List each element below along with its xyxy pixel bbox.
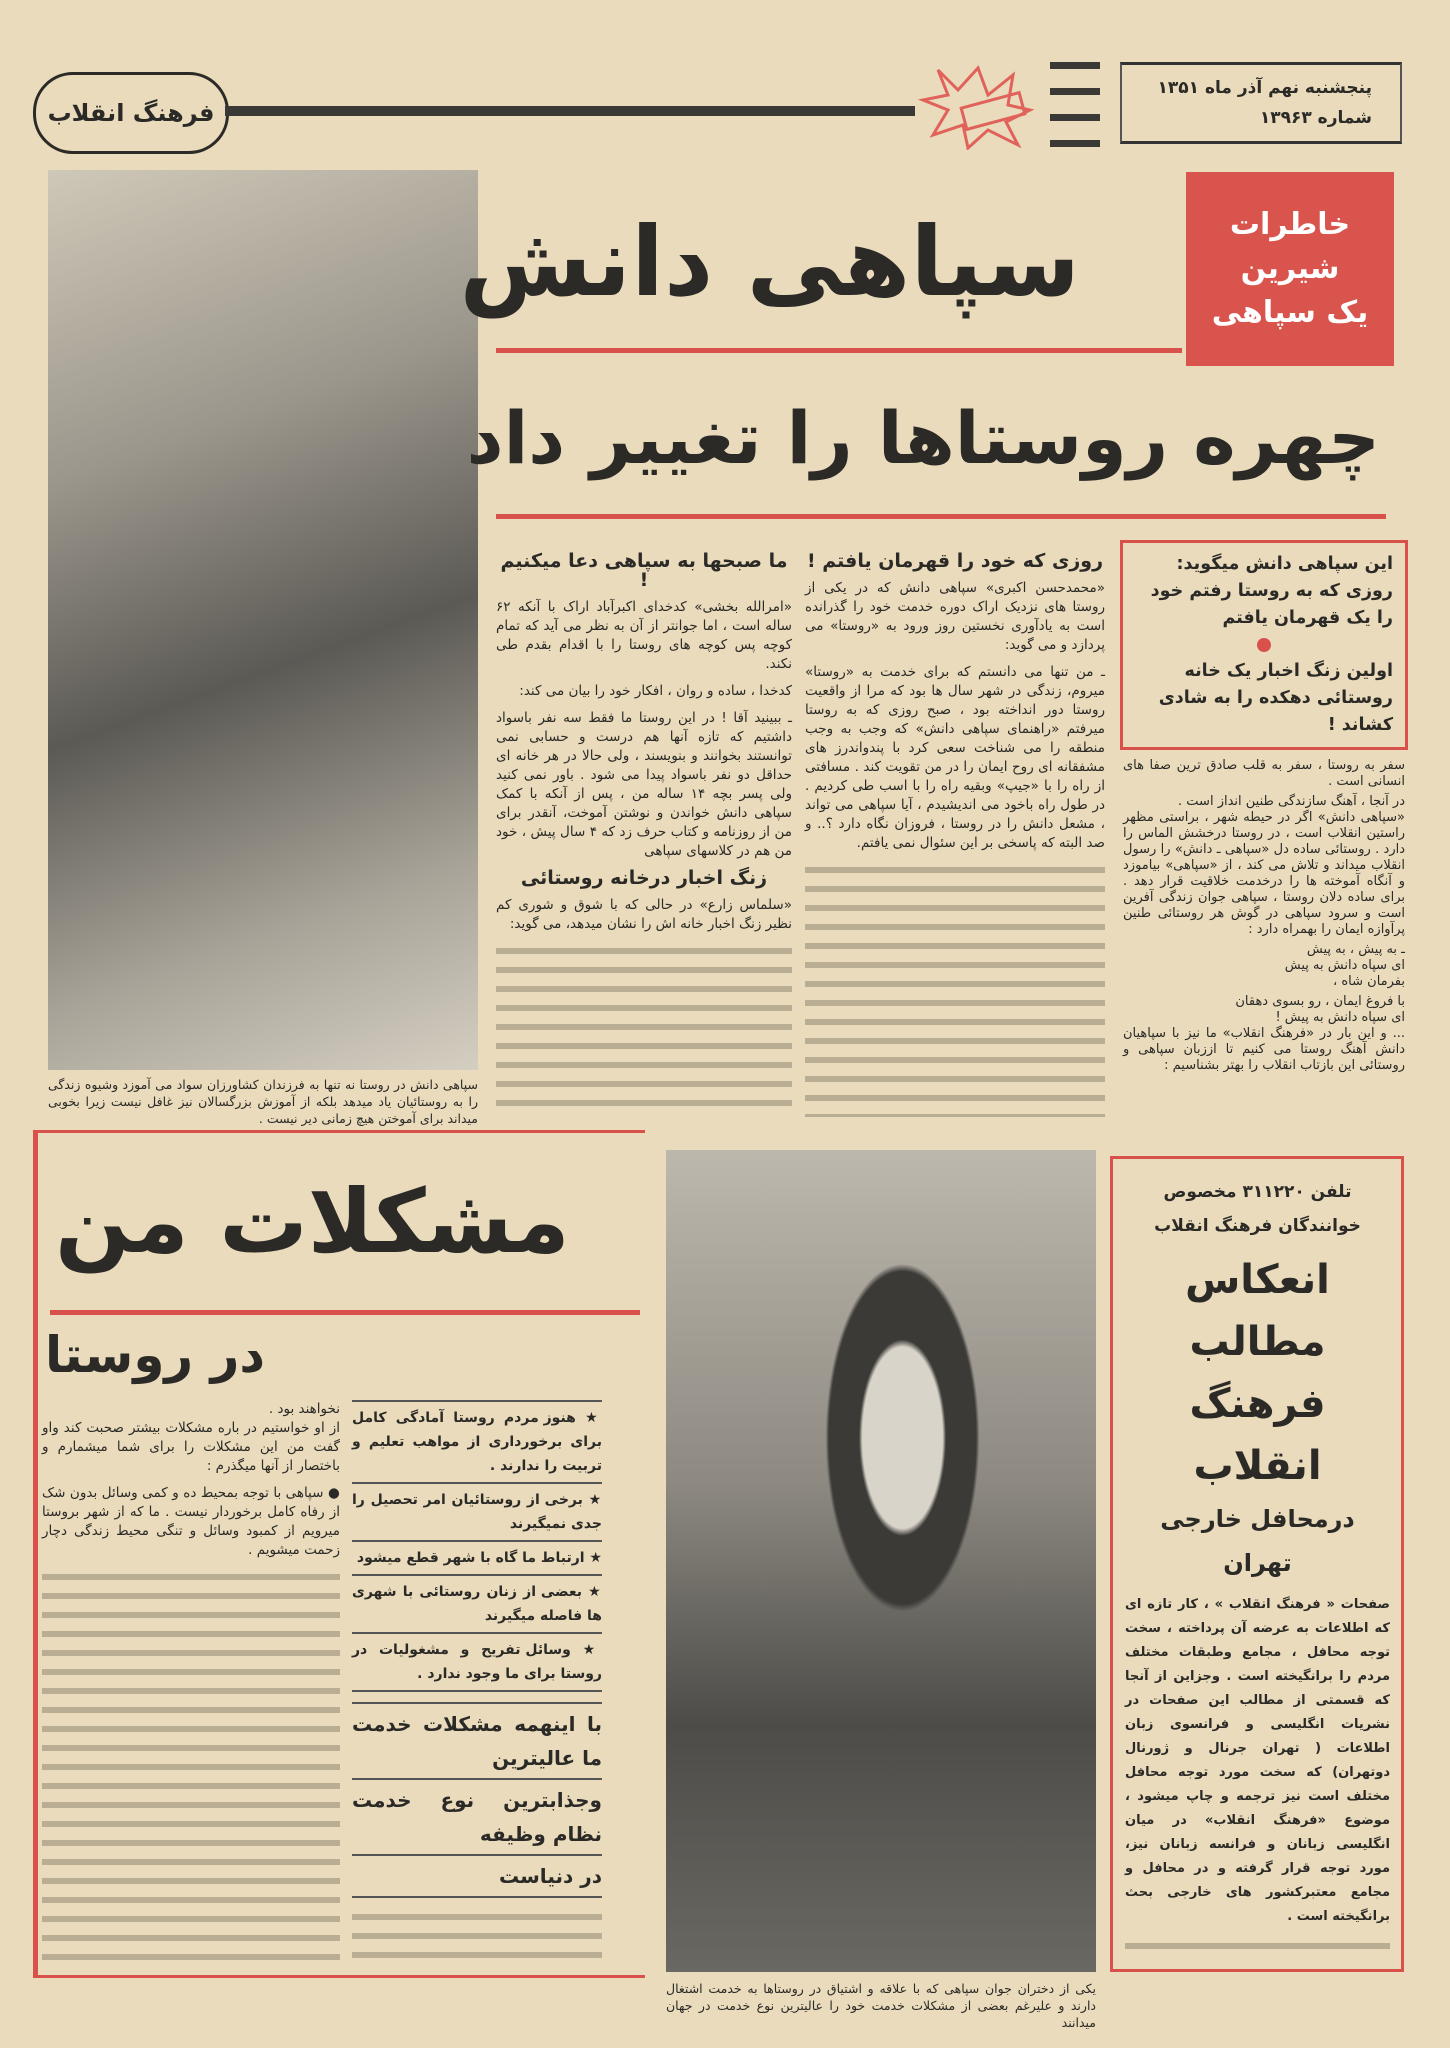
- reflection-headline: فرهنگ انقلاب: [1189, 1381, 1326, 1489]
- pull-quote-line: در دنیاست: [352, 1854, 602, 1898]
- paragraph: ... و این بار در «فرهنگ انقلاب» ما نیز با سپاهیان دانش آهنگ روستا می کنیم تا اززبان سپاهی و روستائی این بازتاب انقلاب را بهتر بشناسیم :: [1123, 1026, 1405, 1073]
- paragraph-text: سپاهی با توجه بمحیط ده و کمی وسائل بدون شک از رفاه کامل برخوردار نیست . ما که از شهر بروستا میرویم از کمبود وسائل و تنگی محیط زندگی دچار زحمت میشویم .: [42, 1485, 340, 1558]
- highlight-2: اولین زنگ اخبار یک خانه روستائی دهکده را به شادی کشاند !: [1158, 661, 1393, 735]
- issue-number: شماره ۱۳۹۶۳: [1259, 108, 1372, 128]
- headline-2: چهره روستاها را تغییر داد: [466, 396, 1380, 480]
- article-column-right: [805, 552, 1105, 1117]
- red-rule: [496, 348, 1182, 353]
- poem-line: ای سپاه دانش به پیش !: [1275, 1010, 1405, 1025]
- column-subtitle: زنگ اخبار درخانه روستائی: [520, 867, 768, 889]
- problems-column: [42, 1400, 340, 1965]
- paragraph: در آنجا ، آهنگ سازندگی طنین انداز است .: [1178, 794, 1405, 809]
- paragraph: صفحات « فرهنگ انقلاب » ، کار تازه ای که اطلاعات به عرضه آن پرداخته ، سخت توجه محافل ، مجامع وطبقات مختلف مردم را برانگیخته است . وجزاین از آنجا که قسمتی از مطالب این صفحات در نشریات انگلیسی و فرانسوی زبان اطلاعات ( تهران جرنال و ژورنال دوتهران) که سخت مورد توجه محافل مختلف است نیز ترجمه و چاپ میشود ، موضوع «فرهنگ انقلاب» در میان انگلیسی زبانان و فرانسه زبانان نیز، مورد توجه قرار گرفته و در محافل و مجامع معتبرکشور های خارجی بحث برانگیخته است .: [1125, 1597, 1390, 1924]
- poem-line: بفرمان شاه ،: [1333, 974, 1405, 989]
- paragraph: از او خواستیم در باره مشکلات بیشتر صحبت کند واو گفت من این مشکلات را برای شما میشمارم و باختصار از آنها میگذرم :: [42, 1420, 340, 1474]
- right-column: [1120, 540, 1408, 1074]
- issue-date: پنجشنبه نهم آذر ماه ۱۳۵۱: [1157, 78, 1372, 98]
- photo-caption: یکی از دختران جوان سپاهی که با علاقه و اشتیاق در روستاها به خدمت اشتغال دارند و علیرغم بعضی از مشکلات خدمت خود را عالیترین نوع خدمت در جهان میدانند: [666, 1981, 1096, 2030]
- paragraph: سفر به روستا ، سفر به قلب صادق ترین صفا های انسانی است .: [1123, 758, 1405, 789]
- paragraph: ـ ببینید آقا ! در این روستا ما فقط سه نفر باسواد داشتیم که تازه آنها هم درست و حسابی نمی توانستند بخوانند و بنویسند ، ولی حالا در هر خانه ای حداقل دو نفر باسواد پیدا می شود . باور نمی کنید ولی پسر بچه ۱۴ ساله من ، پس از آنکه با کمک سپاهی دانش خواندن و نوشتن آموخت، آنقدر برای من از روزنامه و کتاب حرف زد که ۴ سال پیش ، خود من هم در کلاسهای سپاهی: [496, 710, 792, 859]
- list-item-text: هنوز مردم روستا آمادگی کامل برای برخورداری از مواهب تعلیم و تربیت را ندارند .: [352, 1410, 602, 1474]
- photo-caption: سپاهی دانش در روستا نه تنها به فرزندان کشاورزان سواد می آموزد وشیوه زندگی را به روستائیان یاد میدهد بلکه از آموزش بزرگسالان نیز غافل نیست زیرا بخوبی میداند برای آموختن هیچ زمانی دیر نیست .: [48, 1077, 478, 1126]
- list-item-text: وسائل تفریح و مشغولیات در روستا برای ما وجود ندارد .: [352, 1642, 602, 1682]
- headline: سپاهی دانش: [459, 206, 1080, 318]
- list-item: ★ وسائل تفریح و مشغولیات در روستا برای ما وجود ندارد .: [352, 1632, 602, 1692]
- reflection-content: [1125, 1175, 1390, 1960]
- red-rule: [496, 514, 1386, 519]
- bullet-dot-icon: [1257, 638, 1271, 652]
- list-item-text: بعضی از زنان روستائی با شهری ها فاصله میگیرند: [352, 1584, 602, 1624]
- masthead-bars: [1050, 62, 1100, 147]
- poem-line: ـ به پیش ، به پیش: [1306, 942, 1405, 957]
- date-box: [1120, 62, 1402, 144]
- problems-right-column: [352, 1400, 602, 1965]
- column-title: ما صبحها به سپاهی دعا میکنیم !: [500, 550, 788, 591]
- readers-line: خوانندگان فرهنگ انقلاب: [1154, 1216, 1361, 1236]
- paragraph: کدخدا ، ساده و روان ، افکار خود را بیان می کند:: [519, 683, 792, 699]
- pull-quote-line: با اینهمه مشکلات خدمت ما عالیترین: [352, 1702, 602, 1778]
- photo-teacher-and-villager: [48, 170, 478, 1070]
- list-item: ★ هنوز مردم روستا آمادگی کامل برای برخورداری از مواهب تعلیم و تربیت را ندارند .: [352, 1400, 602, 1482]
- paragraph: «امرالله بخشی» کدخدای اکبرآباد اراک با آنکه ۶۲ ساله است ، اما جوانتر از آن به نظر می آید که تمام کوچه پس کوچه های روستا را با اقدام بقدم طی نکند.: [496, 599, 792, 672]
- kicker-box: [1186, 172, 1394, 366]
- text-lines: [1125, 1937, 1390, 1960]
- paragraph: «سپاهی دانش» اگر در حیطه شهر ، براستی مظهر راستین انقلاب است ، در روستا درخشش الماس را دارد . روستائی ساده دل «سپاهی ـ دانش» را رسول انقلاب میداند و تلاش می کند ، از «سپاهی» بیاموزد و آنگاه آموخته ها را درخدمت خلاقیت قرار دهد . برای ساده دلان روستا ، سپاهی جوان زندگی آفرین است و سرود سپاهی در گوش هر روستائی طنین پرآوازه ایمان را بهمراه دارد :: [1123, 810, 1405, 937]
- highlight-1: این سپاهی دانش میگوید: روزی که به روستا رفتم خود را یک قهرمان یافتم: [1150, 554, 1393, 628]
- article-column-left: [496, 552, 792, 1117]
- photo-woman-soldier: [666, 1150, 1096, 1972]
- problems-list: [352, 1400, 602, 1692]
- masthead-rule: [225, 106, 915, 116]
- reflection-headline: انعکاس مطالب: [1185, 1257, 1330, 1365]
- paragraph: نخواهند بود .: [268, 1401, 340, 1417]
- pull-quote-line: وجذابترین نوع خدمت نظام وظیفه: [352, 1778, 602, 1854]
- reflection-header: [1125, 1175, 1390, 1593]
- list-item-text: ارتباط ما گاه با شهر قطع میشود: [356, 1550, 585, 1566]
- text-lines: [352, 1908, 602, 1965]
- paragraph: «سلماس زارع» در حالی که با شوق و شوری کم نظیر زنگ اخبار خانه اش را نشان میدهد، می گوید:: [496, 897, 792, 932]
- list-item-text: برخی از روستائیان امر تحصیل را جدی نمیگیرند: [352, 1492, 602, 1532]
- list-item: ★ ارتباط ما گاه با شهر قطع میشود: [352, 1540, 602, 1574]
- kicker-line: شیرین: [1240, 251, 1340, 286]
- text-lines: [805, 861, 1105, 1117]
- newspaper-logo: [918, 60, 1038, 150]
- red-rule: [50, 1310, 640, 1315]
- paragraph: ● سپاهی با توجه بمحیط ده و کمی وسائل بدون شک از رفاه کامل برخوردار نیست . ما که از شهر بروستا میرویم از کمبود وسائل و تنگی محیط زندگی دچار زحمت میشویم .: [42, 1485, 341, 1558]
- phone-line: تلفن ۳۱۱۲۲۰ مخصوص: [1163, 1182, 1352, 1202]
- problems-subhead: در روستا: [45, 1326, 266, 1384]
- list-item: ★ برخی از روستائیان امر تحصیل را جدی نمیگیرند: [352, 1482, 602, 1540]
- text-lines: [496, 942, 792, 1117]
- intro-column: [1120, 758, 1408, 1074]
- text-lines: [42, 1568, 340, 1965]
- problems-headline: مشکلات من: [55, 1170, 570, 1273]
- highlight-box: [1120, 540, 1408, 750]
- pull-quote: [352, 1702, 602, 1898]
- paragraph: ـ من تنها می دانستم که برای خدمت به «روستا» میروم، زندگی در شهر سال ها بود که مرا از واقعیت روستا دور انداخته بود ، صبح روزی که به روستا میرفتم «راهنمای سپاهی دانش» که وجب به وجب منطقه را می شناخت سعی کرد با پندواندرز های مشفقانه ای روح ایمان را در من تقویت کند . مسافتی از راه را با «جیپ» وبقیه راه را با اسب طی کردیم . در طول راه باخود می اندیشیدم ، آیا سپاهی می تواند ، مشعل دانش را در روستا ، فروزان نگاه دارد ؟.. و صد البته که پاسخی بر این سئوال نمی یافتم.: [805, 664, 1105, 851]
- paragraph: «محمدحسن اکبری» سپاهی دانش که در یکی از روستا های نزدیک اراک دوره خدمت خود را گذرانده است به یادآوری نخستین روز ورود به «روستا» می پردازد و می گوید:: [805, 580, 1105, 653]
- poem-line: با فروغ ایمان ، رو بسوی دهقان: [1235, 994, 1405, 1009]
- poem-line: ای سپاه دانش به پیش: [1284, 958, 1405, 973]
- column-title: روزی که خود را قهرمان یافتم !: [806, 550, 1104, 572]
- reflection-headline: درمحافل خارجی تهران: [1160, 1505, 1355, 1577]
- kicker-line: یک سپاهی: [1211, 295, 1369, 330]
- list-item: ★ بعضی از زنان روستائی با شهری ها فاصله میگیرند: [352, 1574, 602, 1632]
- kicker-line: خاطرات: [1229, 207, 1351, 242]
- section-title: فرهنگ انقلاب: [33, 72, 229, 154]
